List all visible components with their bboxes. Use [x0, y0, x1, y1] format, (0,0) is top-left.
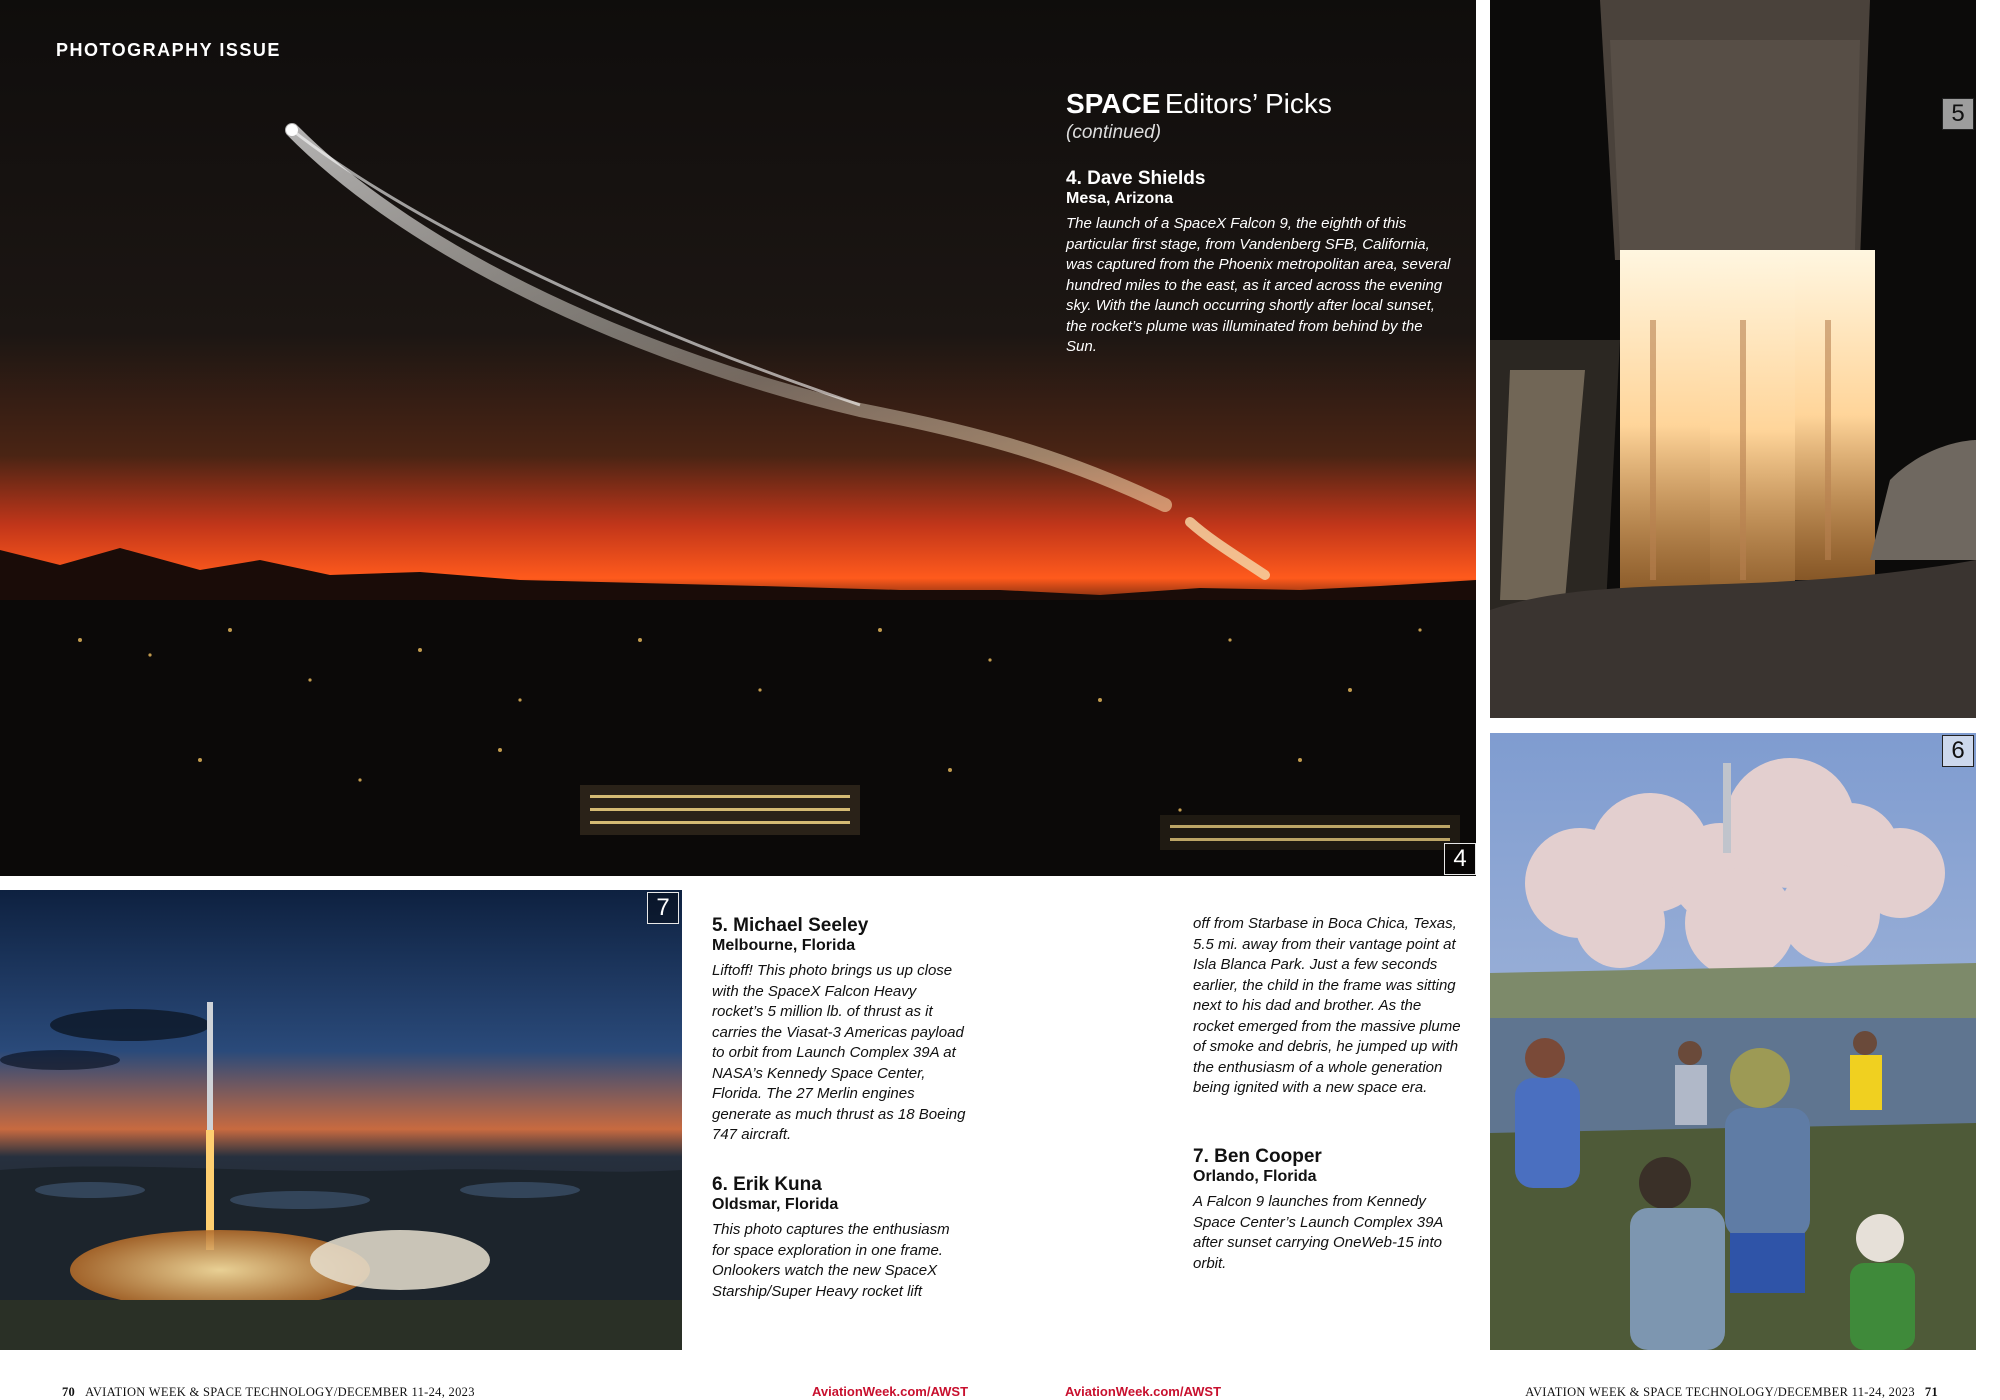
entry-5-caption: Liftoff! This photo brings us up close with the SpaceX Falcon Heavy rocket’s 5 million lb. of thrust as it carries the Viasat-3 Americas payload to orbit from Launch Complex 39A at NASA’s Kennedy Space Center, Florida. The 27 Merlin engines generate as much thrust as 18 Boeing 747 aircraft.: [712, 962, 966, 1143]
entry-7-name: 7. Ben Cooper: [1193, 1146, 1322, 1167]
page-number-right: 71: [1924, 1385, 1938, 1399]
page-title: [1066, 88, 1466, 144]
photo-number-badge: 4: [1444, 843, 1476, 875]
entry-4-location: Mesa, Arizona: [1066, 190, 1173, 207]
section-label: PHOTOGRAPHY ISSUE: [56, 40, 281, 60]
footer-url-left[interactable]: AviationWeek.com/AWST: [812, 1384, 969, 1399]
entry-5-location: Melbourne, Florida: [712, 937, 856, 954]
entry-5: [712, 915, 967, 1146]
photo-falcon-heavy-liftoff: [1490, 0, 1976, 718]
entry-7-caption: A Falcon 9 launches from Kennedy Space Center’s Launch Complex 39A after sunset carrying OneWeb-15 into orbit.: [1193, 1193, 1443, 1272]
photo-number-badge: 5: [1942, 98, 1974, 130]
publication-title-left: AVIATION WEEK & SPACE TECHNOLOGY/DECEMBER 11-24, 2023: [85, 1385, 475, 1399]
photo-number-badge: 6: [1942, 735, 1974, 767]
footer-right: [1525, 1385, 1948, 1400]
footer-url-right[interactable]: AviationWeek.com/AWST: [1065, 1384, 1222, 1399]
entry-7-location: Orlando, Florida: [1193, 1168, 1317, 1185]
entry-6: [712, 1174, 967, 1302]
entry-6-caption-continued: off from Starbase in Boca Chica, Texas, 5.5 mi. away from their vantage point at Isla Blanca Park. Just a few seconds earlier, the child in the frame was sitting next to his dad and brother. As the rocket emerged from the massive plume of smoke and debris, he jumped up with the enthusiasm of a whole generation being ignited with a new space era.: [1193, 915, 1461, 1096]
footer-left: [52, 1385, 475, 1400]
photo-onlookers-starship: [1490, 733, 1976, 1350]
entry-6-caption: This photo captures the enthusiasm for space exploration in one frame. Onlookers watch the new SpaceX Starship/Super Heavy rocket lift: [712, 1221, 950, 1300]
title-editors-picks: Editors’ Picks: [1164, 88, 1332, 119]
publication-title-right: AVIATION WEEK & SPACE TECHNOLOGY/DECEMBER 11-24, 2023: [1525, 1385, 1915, 1399]
entry-6-continued: [1193, 914, 1463, 1099]
entry-4-caption: The launch of a SpaceX Falcon 9, the eighth of this particular first stage, from Vandenberg SFB, California, was captured from the Phoenix metropolitan area, several hundred miles to the east, as it arced across the evening sky. With the launch occurring shortly after local sunset, the rocket’s plume was illuminated from behind by the Sun.: [1066, 215, 1451, 355]
photo-number-badge: 7: [647, 892, 679, 924]
entry-5-name: 5. Michael Seeley: [712, 915, 869, 936]
photo-falcon9-sunset: [0, 890, 682, 1350]
page-number-left: 70: [62, 1385, 76, 1399]
entry-7: [1193, 1146, 1463, 1274]
entry-6-location: Oldsmar, Florida: [712, 1196, 839, 1213]
entry-4-name: 4. Dave Shields: [1066, 168, 1206, 189]
entry-4: [1066, 168, 1451, 358]
title-space: SPACE: [1066, 88, 1161, 119]
title-continued: (continued): [1066, 122, 1162, 143]
entry-6-name: 6. Erik Kuna: [712, 1174, 822, 1195]
